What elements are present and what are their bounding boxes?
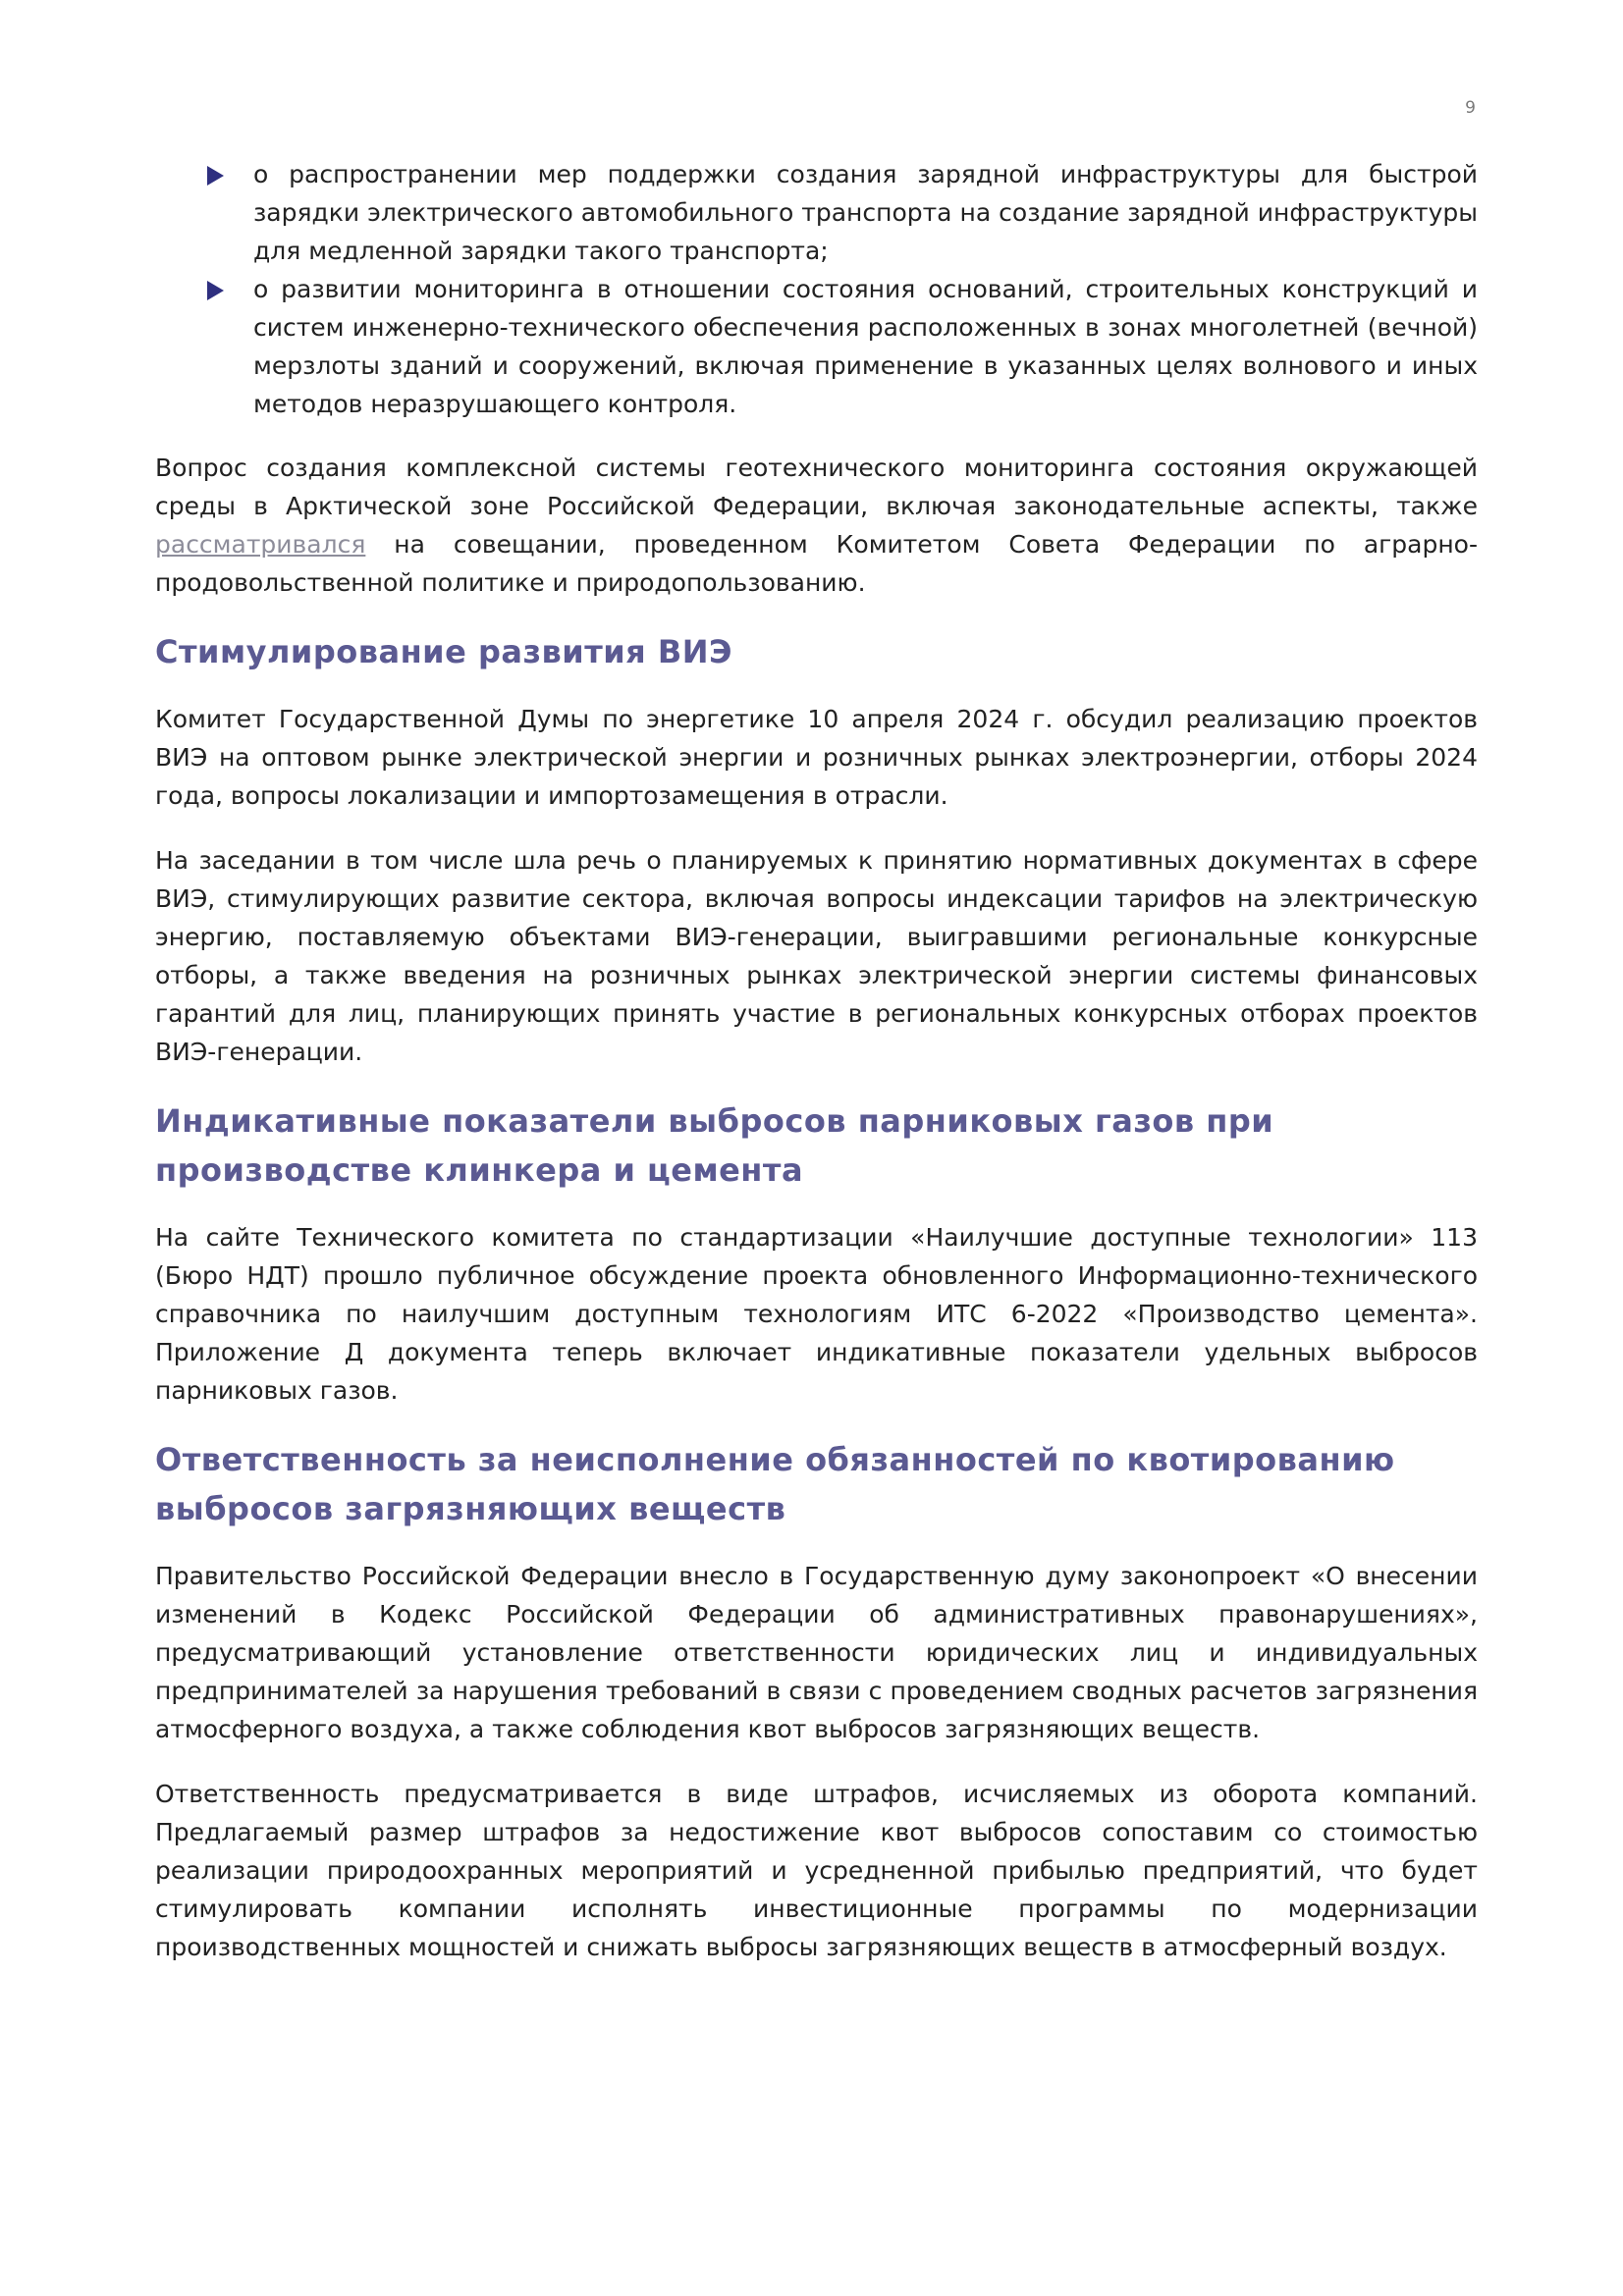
bullet-text: о распространении мер поддержки создания зарядной инфраструктуры для быстрой зарядки электрического автомобильного транспорта на создание зарядной инфраструктуры для медленной зарядки такого транспорта; — [253, 160, 1478, 265]
page-number: 9 — [1465, 98, 1476, 118]
section-heading: Ответственность за неисполнение обязанностей по квотированию выбросов загрязняющих веществ — [155, 1441, 1395, 1527]
bullet-text: о развитии мониторинга в отношении состояния оснований, строительных конструкций и систем инженерно-технического обеспечения расположенных в зонах многолетней (вечной) мерзлоты зданий и сооружений, включая применение в указанных целях волнового и иных методов неразрушающего контроля. — [253, 275, 1478, 418]
section-paragraph: На заседании в том числе шла речь о планируемых к принятию нормативных документах в сфере ВИЭ, стимулирующих развитие сектора, включая вопросы индексации тарифов на электрическую энергию, поставляемую объектами ВИЭ-генерации, выигравшими региональные конкурсные отборы, а также введения на розничных рынках электрической энергии системы финансовых гарантий для лиц, планирующих принять участие в региональных конкурсных отборах проектов ВИЭ-генерации. — [155, 846, 1478, 1066]
intro-text-after: на совещании, проведенном Комитетом Совета Федерации по аграрно-продовольственной политике и природопользованию. — [155, 530, 1478, 597]
bullet-list — [155, 155, 1478, 423]
section-heading: Стимулирование развития ВИЭ — [155, 633, 733, 670]
triangle-bullet-icon — [207, 281, 224, 300]
section-paragraph: Ответственность предусматривается в виде штрафов, исчисляемых из оборота компаний. Предлагаемый размер штрафов за недостижение квот выбросов сопоставим со стоимостью реализации природоохранных мероприятий и усредненной прибылью предприятий, что будет стимулировать компании исполнять инвестиционные программы по модернизации производственных мощностей и снижать выбросы загрязняющих веществ в атмосферный воздух. — [155, 1780, 1478, 1961]
bullet-item — [155, 270, 1478, 423]
section-paragraph: Правительство Российской Федерации внесло в Государственную думу законопроект «О внесении изменений в Кодекс Российской Федерации об административных правонарушениях», предусматривающий установление ответственности юридических лиц и индивидуальных предпринимателей за нарушения требований в связи с проведением сводных расчетов загрязнения атмосферного воздуха, а также соблюдения квот выбросов загрязняющих веществ. — [155, 1562, 1478, 1743]
intro-link[interactable]: рассматривался — [155, 530, 366, 559]
section-paragraph: Комитет Государственной Думы по энергетике 10 апреля 2024 г. обсудил реализацию проектов ВИЭ на оптовом рынке электрической энергии и розничных рынках электроэнергии, отборы 2024 года, вопросы локализации и импортозамещения в отрасли. — [155, 705, 1478, 810]
bullet-item — [155, 155, 1478, 270]
intro-text-before: Вопрос создания комплексной системы геотехнического мониторинга состояния окружающей среды в Арктической зоне Российской Федерации, включая законодательные аспекты, также — [155, 454, 1478, 520]
intro-paragraph — [155, 449, 1478, 602]
page-content — [155, 155, 1478, 1966]
section-paragraph: На сайте Технического комитета по стандартизации «Наилучшие доступные технологии» 113 (Бюро НДТ) прошло публичное обсуждение проекта обновленного Информационно-технического справочника по наилучшим доступным технологиям ИТС 6-2022 «Производство цемента». Приложение Д документа теперь включает индикативные показатели удельных выбросов парниковых газов. — [155, 1223, 1478, 1405]
section-heading: Индикативные показатели выбросов парниковых газов при производстве клинкера и цемента — [155, 1102, 1274, 1189]
triangle-bullet-icon — [207, 166, 224, 186]
